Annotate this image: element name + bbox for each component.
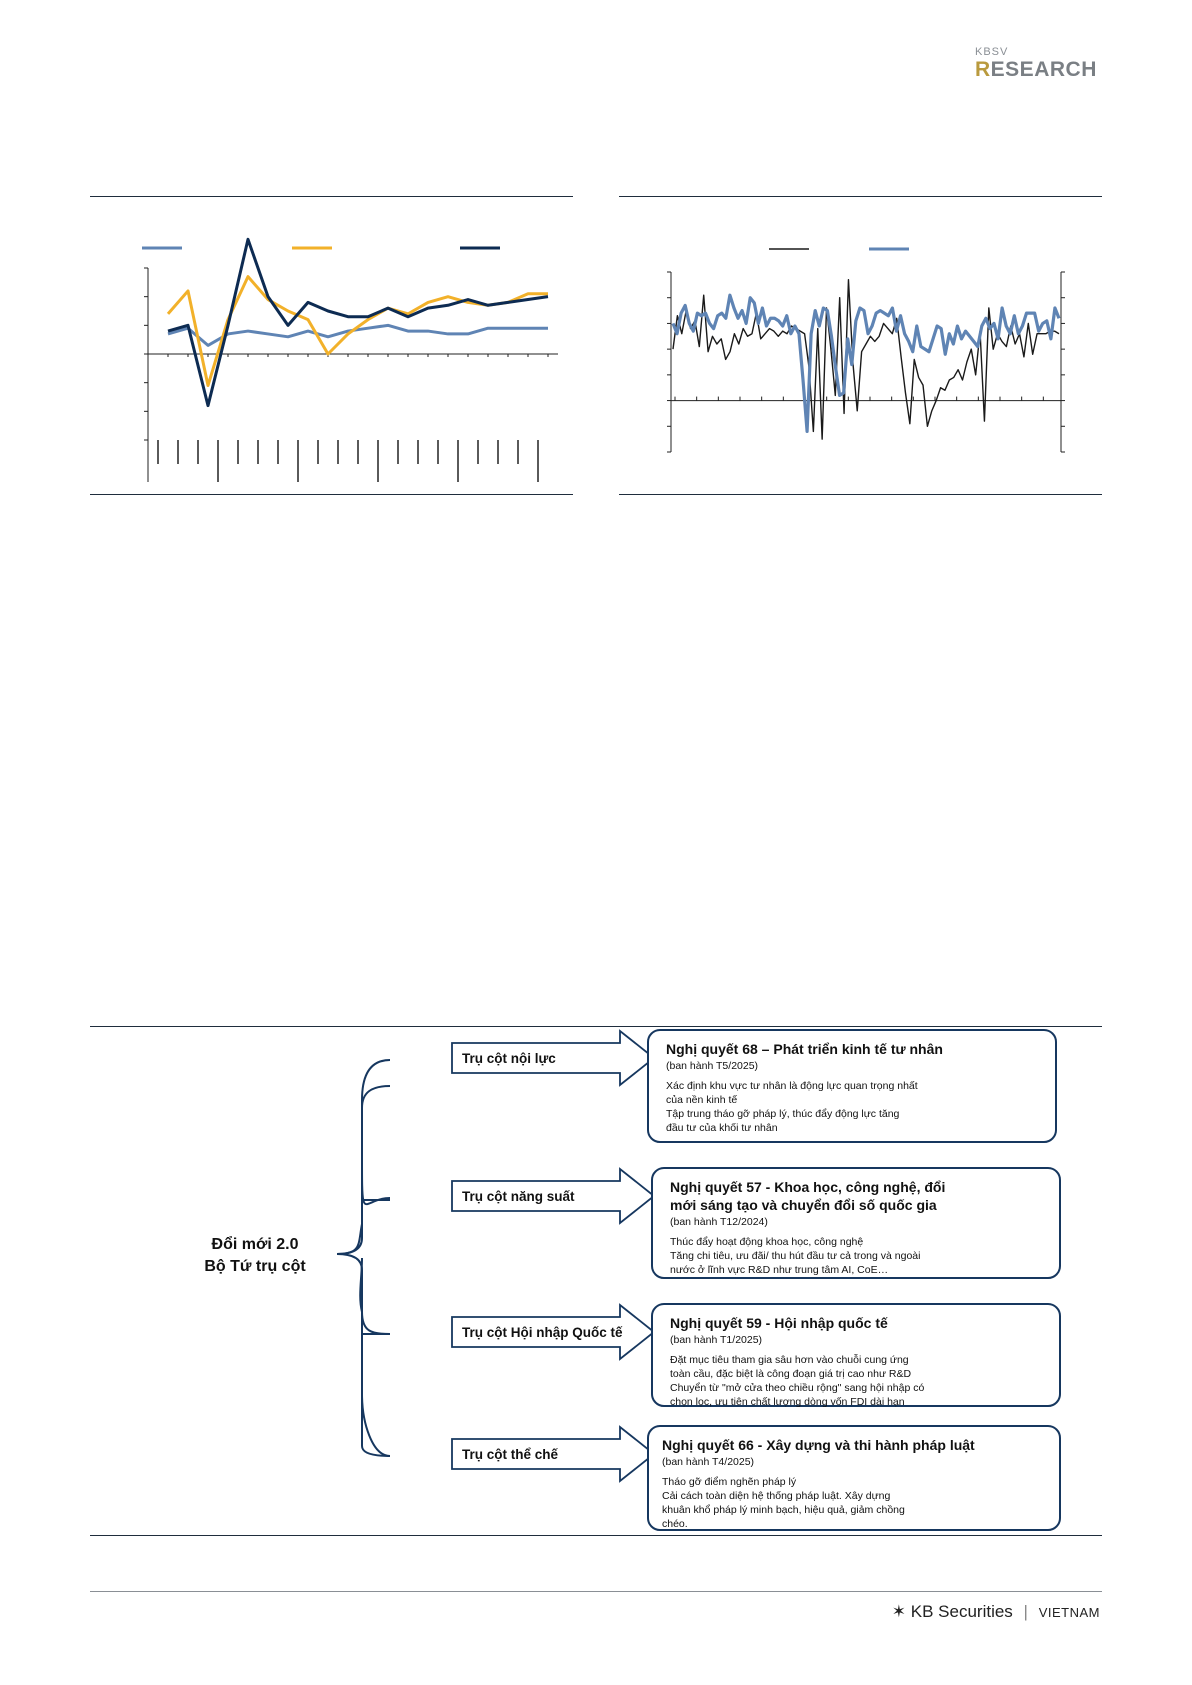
right-line-chart <box>625 222 1095 482</box>
resolution-body-line-1: đầu tư của khối tư nhân <box>666 1122 778 1134</box>
resolution-body-line-2: Tăng chi tiêu, ưu đãi/ thu hút đầu tư cả trong và ngoài <box>670 1250 921 1262</box>
resolution-title-3: Nghị quyết 59 - Hội nhập quốc tế <box>670 1315 888 1331</box>
left-chart-top-rule <box>90 196 573 197</box>
logo-research-text: RESEARCH <box>975 58 1097 81</box>
resolution-title-2: Nghị quyết 57 - Khoa học, công nghệ, đổi <box>670 1179 946 1195</box>
footer-separator: | <box>1023 1602 1028 1621</box>
series-line-3 <box>168 239 548 405</box>
right-chart-top-rule <box>619 196 1102 197</box>
left-line-chart <box>96 222 566 482</box>
diagram-top-rule <box>90 1026 1102 1027</box>
footer-country: VIETNAM <box>1038 1605 1100 1620</box>
pillar-label-4: Trụ cột thể chế <box>462 1447 559 1462</box>
resolution-subtitle-2: (ban hành T12/2024) <box>670 1216 768 1228</box>
footer-brand <box>892 1602 1100 1622</box>
footer-brand-name: KB Securities <box>910 1602 1013 1621</box>
resolution-body-line-4: chéo. <box>662 1518 688 1530</box>
pillar-label-1: Trụ cột nội lực <box>462 1051 556 1066</box>
center-title-line1: Đổi mới 2.0 <box>211 1236 299 1253</box>
series-line-2 <box>673 295 1059 431</box>
logo-kbsv-text: KBSV <box>975 46 1009 58</box>
resolution-body-line-1: Tập trung tháo gỡ pháp lý, thúc đẩy động lực tăng <box>666 1108 900 1120</box>
resolution-body-line-3: chọn lọc, ưu tiên chất lượng dòng vốn FDI dài hạn <box>670 1396 905 1408</box>
resolution-title-4: Nghị quyết 66 - Xây dựng và thi hành pháp luật <box>662 1437 975 1453</box>
resolution-title-2: mới sáng tạo và chuyển đổi số quốc gia <box>670 1197 937 1213</box>
resolution-body-line-2: Thúc đẩy hoạt động khoa học, công nghệ <box>670 1236 864 1248</box>
resolution-body-line-2: nước ở lĩnh vực R&D như trung tâm AI, CoE… <box>670 1264 889 1276</box>
resolution-subtitle-3: (ban hành T1/2025) <box>670 1334 763 1346</box>
resolution-body-line-4: khuân khổ pháp lý minh bạch, hiệu quả, giảm chồng <box>662 1504 905 1516</box>
resolution-body-line-3: Đặt mục tiêu tham gia sâu hơn vào chuỗi cung ứng <box>670 1354 909 1366</box>
four-pillars-diagram <box>90 1028 1102 1533</box>
pillar-label-2: Trụ cột năng suất <box>462 1189 575 1204</box>
resolution-body-line-4: Cải cách toàn diện hệ thống pháp luật. Xây dựng <box>662 1490 891 1502</box>
resolution-body-line-3: Chuyển từ "mở cửa theo chiều rộng" sang hội nhập có <box>670 1382 925 1394</box>
pillar-label-3: Trụ cột Hội nhập Quốc tế <box>462 1325 623 1340</box>
resolution-subtitle-4: (ban hành T4/2025) <box>662 1456 755 1468</box>
resolution-body-line-1: Xác định khu vực tư nhân là động lực quan trọng nhất <box>666 1080 918 1092</box>
kbsv-research-logo <box>975 46 1105 82</box>
brace-upper <box>337 1060 390 1254</box>
resolution-body-line-4: Tháo gỡ điểm nghẽn pháp lý <box>662 1476 797 1488</box>
left-chart-bottom-rule <box>90 494 573 495</box>
resolution-body-line-1: của nền kinh tế <box>666 1094 738 1106</box>
diagram-bottom-rule <box>90 1535 1102 1536</box>
brace-connector <box>337 1086 390 1456</box>
footer-rule <box>90 1591 1102 1592</box>
resolution-subtitle-1: (ban hành T5/2025) <box>666 1060 759 1072</box>
right-chart-bottom-rule <box>619 494 1102 495</box>
resolution-body-line-3: toàn cầu, đặc biệt là công đoạn giá trị cao như R&D <box>670 1368 912 1380</box>
center-title-line2: Bộ Tứ trụ cột <box>204 1258 306 1275</box>
resolution-title-1: Nghị quyết 68 – Phát triển kinh tế tư nhân <box>666 1041 943 1057</box>
kb-logo-icon: ✶ <box>891 1602 907 1621</box>
brace-lower <box>337 1254 390 1456</box>
